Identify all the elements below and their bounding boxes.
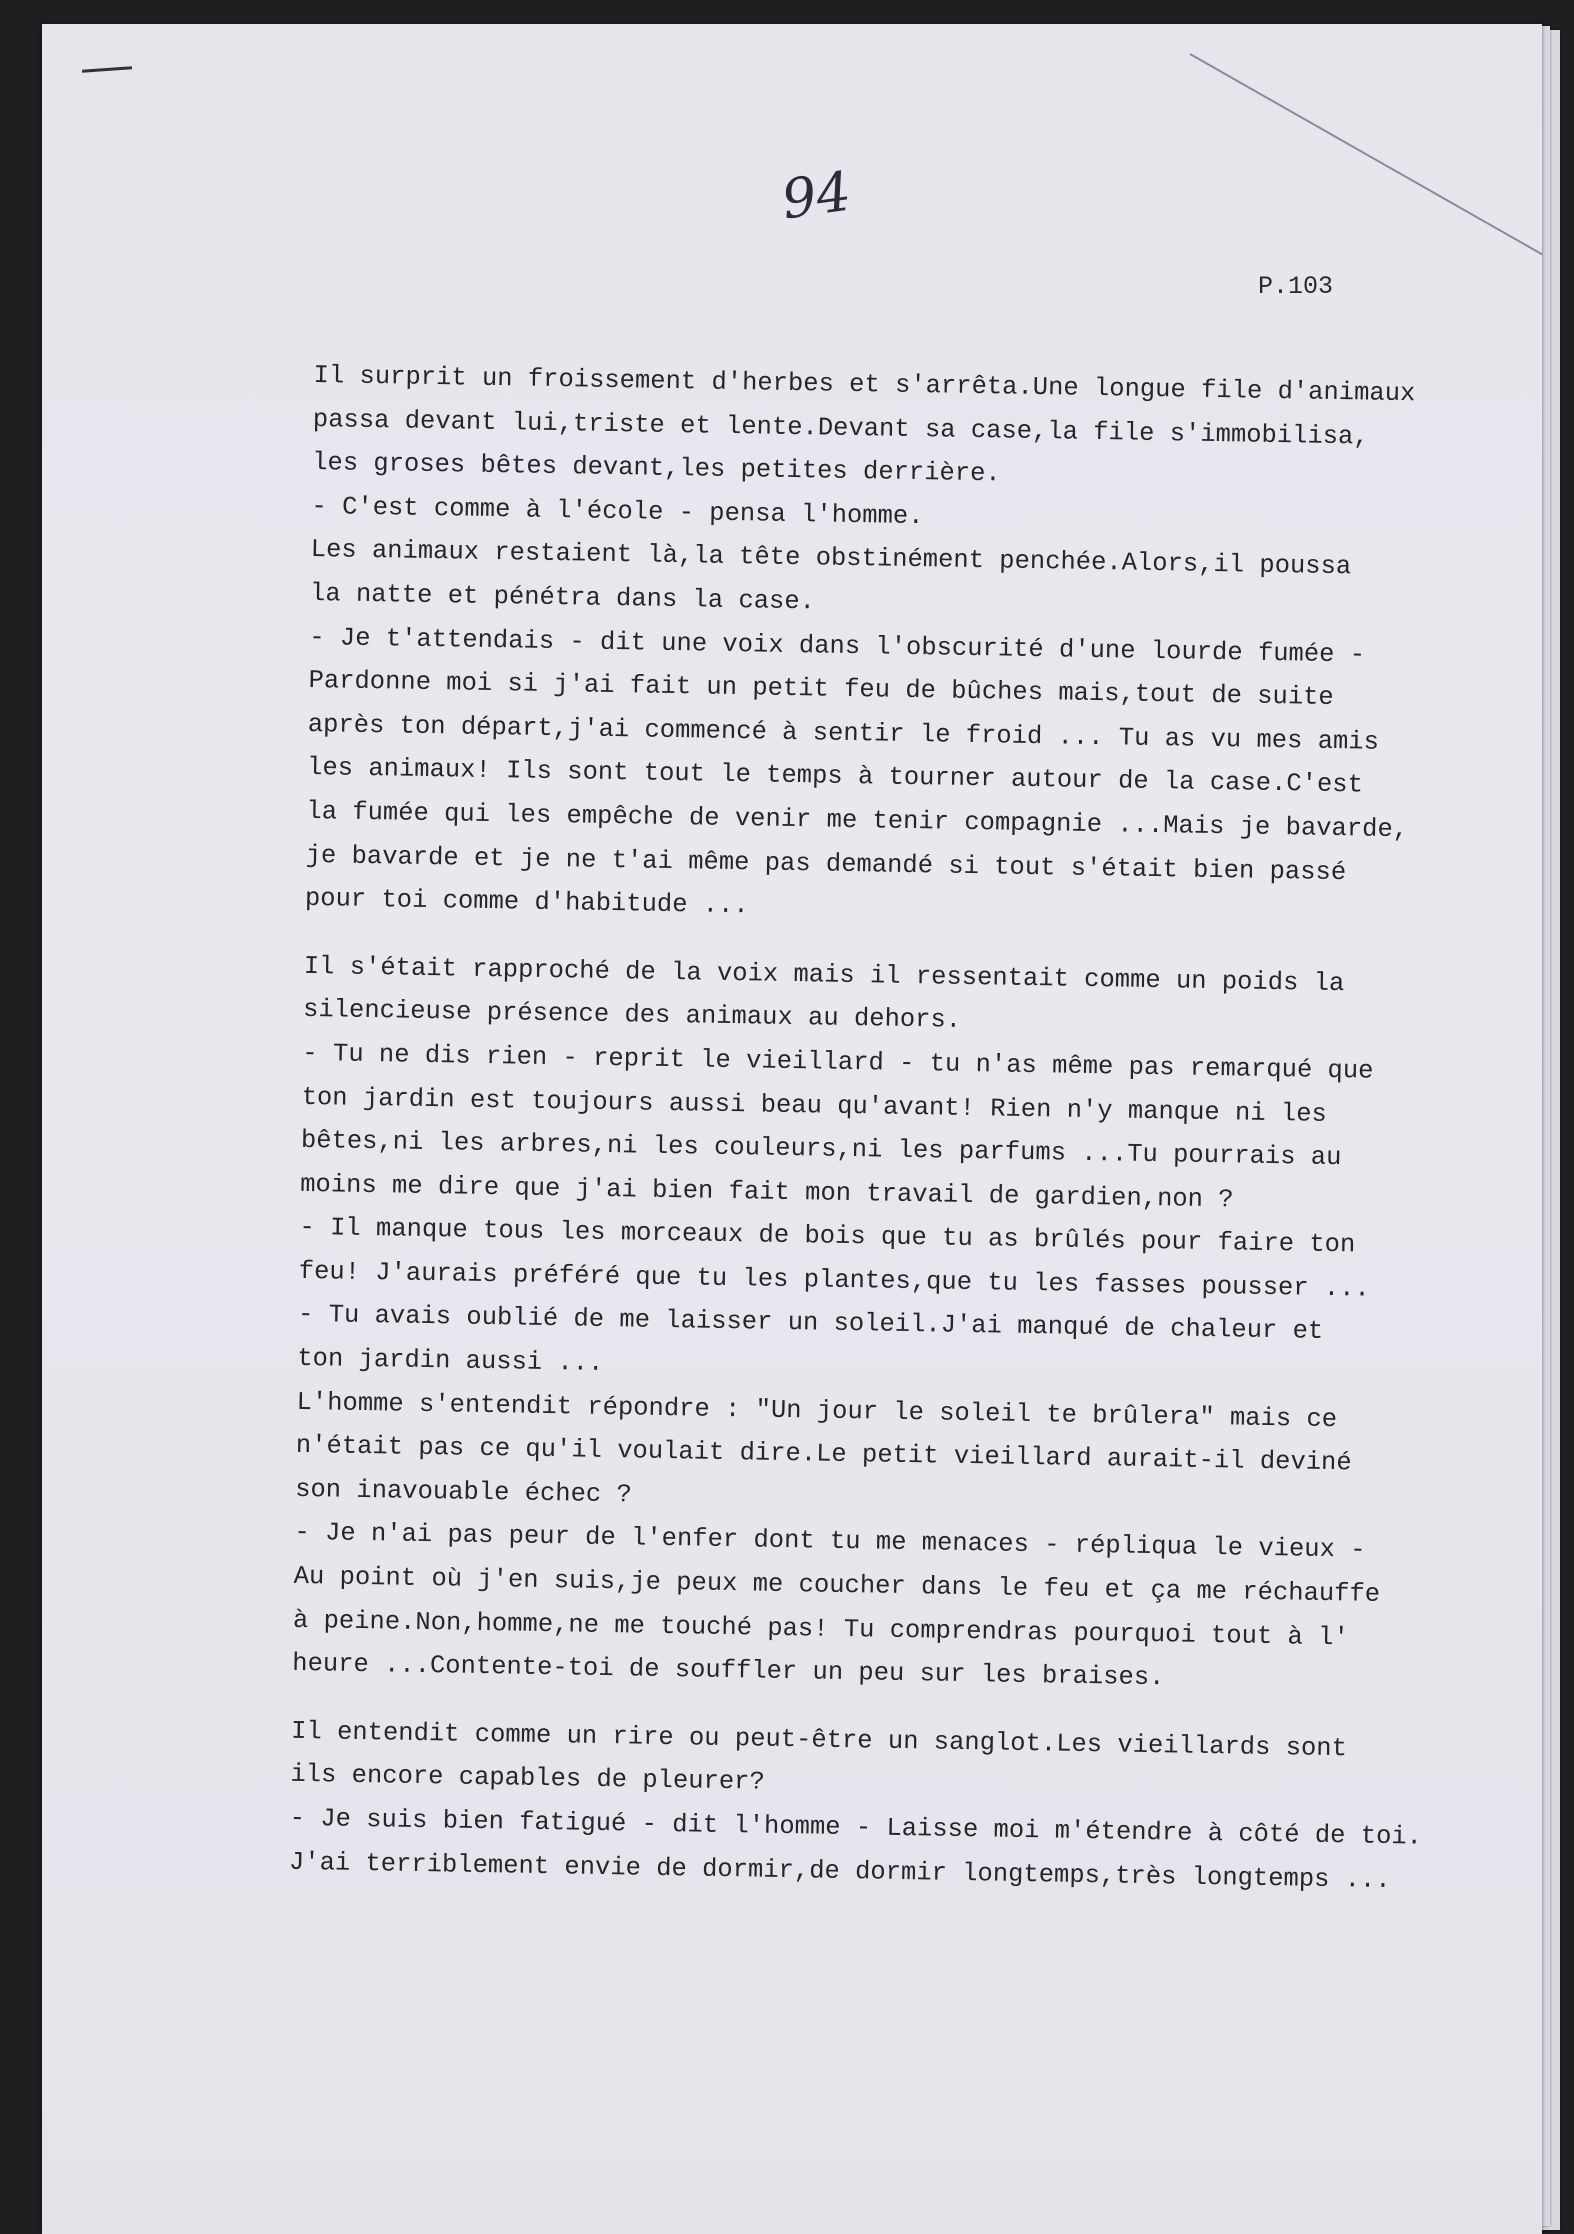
text-line: - Tu avais oublié de me laisser un soleil.J'ai manqué de chaleur et	[297, 1300, 1324, 1347]
paragraph	[292, 945, 1464, 1705]
text-line: Il entendit comme un rire ou peut-être un sanglot.Les vieillards sont	[290, 1716, 1348, 1764]
text-line: moins me dire que j'ai bien fait mon travail de gardien,non ?	[299, 1169, 1234, 1215]
text-line: Il s'était rapproché de la voix mais il ressentait comme un poids la	[303, 951, 1345, 998]
text-line: feu! J'aurais préféré que tu les plantes,que tu les fasses pousser ...	[298, 1256, 1371, 1304]
text-line: - Je t'attendais - dit une voix dans l'obscurité d'une lourde fumée -	[309, 622, 1366, 670]
text-line: ton jardin aussi ...	[297, 1343, 604, 1378]
text-line: ton jardin est toujours aussi beau qu'avant! Rien n'y manque ni les	[301, 1082, 1328, 1129]
page-reference: P.103	[1258, 272, 1334, 301]
typed-text-body	[288, 354, 1474, 1927]
text-line: après ton départ,j'ai commencé à sentir le froid ... Tu as vu mes amis	[307, 709, 1380, 757]
text-line: les animaux! Ils sont tout le temps à tourner autour de la case.C'est	[306, 753, 1364, 800]
text-line: Les animaux restaient là,la tête obstinément penchée.Alors,il poussa	[310, 535, 1352, 582]
text-line: - Il manque tous les morceaux de bois que tu as brûlés pour faire ton	[299, 1213, 1356, 1260]
text-line: pour toi comme d'habitude ...	[304, 884, 749, 921]
text-line: n'était pas ce qu'il voulait dire.Le petit vieillard aurait-il deviné	[295, 1431, 1352, 1478]
text-line: heure ...Contente-toi de souffler un peu sur les braises.	[292, 1649, 1165, 1693]
text-line: - Je n'ai pas peur de l'enfer dont tu me menaces - répliqua le vieux -	[294, 1518, 1366, 1566]
text-line: Au point où j'en suis,je peux me coucher dans le feu et ça me réchauffe	[293, 1561, 1381, 1609]
paragraph	[305, 354, 1474, 940]
text-line: - C'est comme à l'école - pensa l'homme.	[311, 491, 924, 531]
text-line: son inavouable échec ?	[294, 1474, 633, 1510]
text-line: Il surprit un froissement d'herbes et s'arrêta.Une longue file d'animaux	[313, 360, 1416, 409]
typed-page	[42, 24, 1542, 2234]
text-line: bêtes,ni les arbres,ni les couleurs,ni les parfums ...Tu pourrais au	[300, 1125, 1342, 1173]
text-line: la natte et pénétra dans la case.	[309, 578, 816, 617]
text-line: la fumée qui les empêche de venir me tenir compagnie ...Mais je bavarde,	[306, 796, 1409, 845]
text-line: je bavarde et je ne t'ai même pas demandé si tout s'était bien passé	[305, 840, 1347, 887]
text-line: - Je suis bien fatigué - dit l'homme - Laisse moi m'étendre à côté de toi.	[289, 1803, 1423, 1852]
text-line: J'ai terriblement envie de dormir,de dormir longtemps,très longtemps ...	[288, 1847, 1391, 1895]
text-line: silencieuse présence des animaux au dehors.	[302, 995, 962, 1036]
text-line: passa devant lui,triste et lente.Devant sa case,la file s'immobilisa,	[312, 404, 1369, 452]
text-line: L'homme s'entendit répondre : "Un jour le soleil te brûlera" mais ce	[296, 1387, 1338, 1434]
text-line: Pardonne moi si j'ai fait un petit feu de bûches mais,tout de suite	[308, 666, 1334, 713]
text-line: ils encore capables de pleurer?	[290, 1760, 766, 1798]
handwritten-page-number: 94	[777, 159, 855, 232]
text-line: - Tu ne dis rien - reprit le vieillard - tu n'as même pas remarqué que	[302, 1038, 1374, 1086]
paragraph	[289, 1710, 1452, 1904]
text-line: à peine.Non,homme,ne me touché pas! Tu comprendras pourquoi tout à l'	[292, 1605, 1349, 1652]
text-line: les groses bêtes devant,les petites derrière.	[311, 448, 1001, 489]
